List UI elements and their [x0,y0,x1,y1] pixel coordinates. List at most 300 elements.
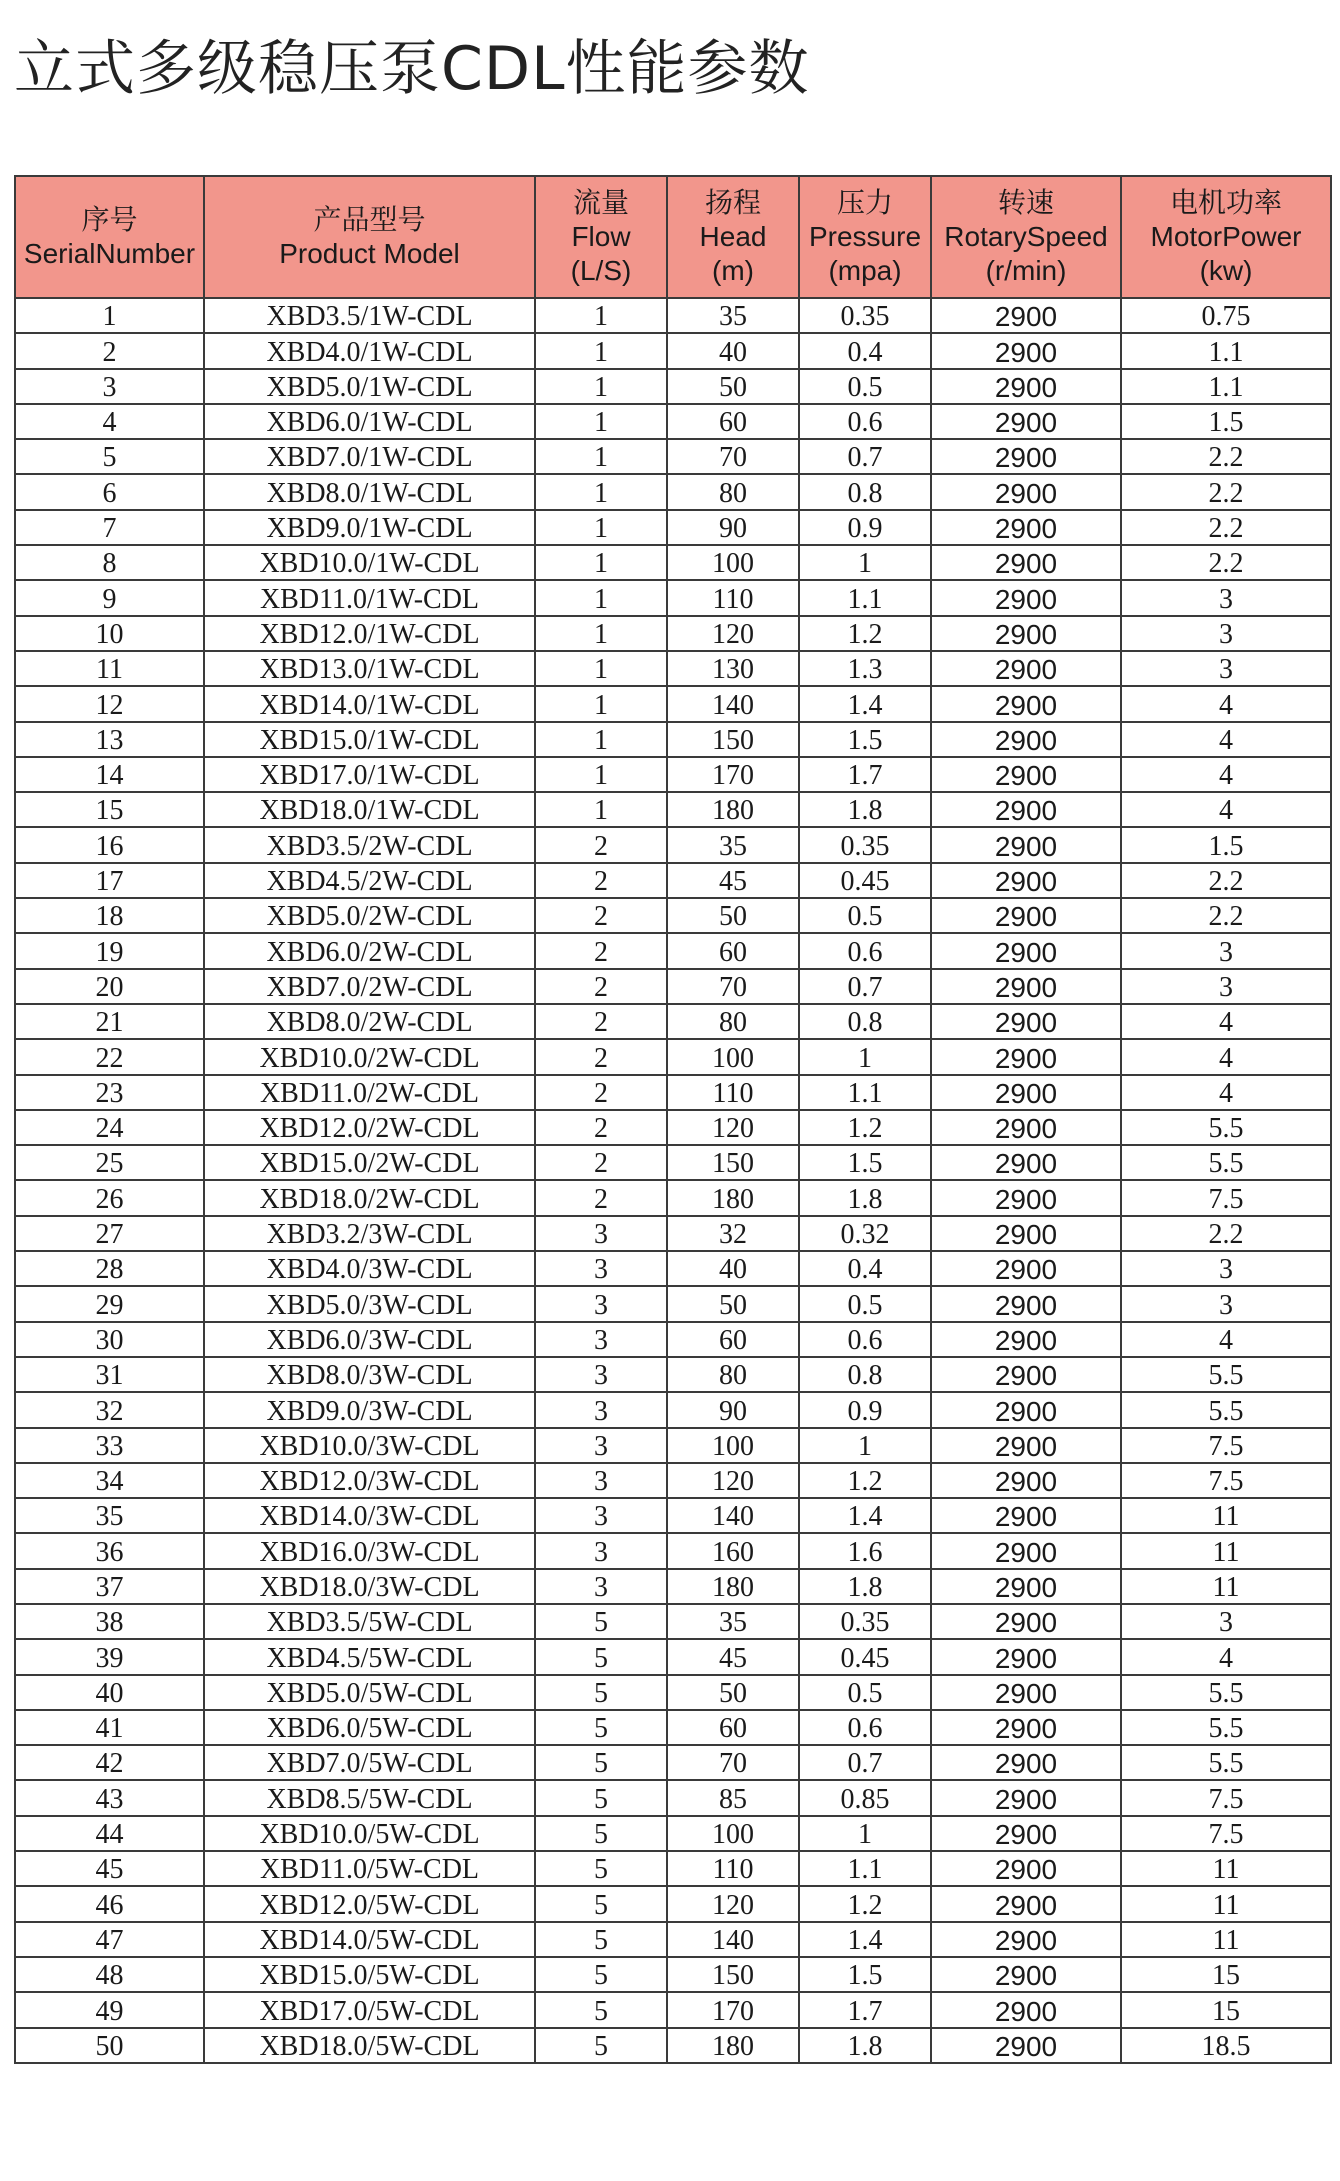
rotary-speed-cell: 2900 [931,580,1121,615]
motor-power-cell: 4 [1121,1639,1331,1674]
pressure-cell: 1.4 [799,1922,931,1957]
product-model-cell: XBD14.0/1W-CDL [204,686,535,721]
table-row [15,1004,1331,1039]
rotary-speed-cell: 2900 [931,1639,1121,1674]
flow-cell: 1 [535,792,667,827]
header-en: RotarySpeed [944,221,1108,252]
flow-cell: 1 [535,333,667,368]
serial-number-cell: 15 [15,792,204,827]
product-model-cell: XBD11.0/1W-CDL [204,580,535,615]
pressure-cell: 0.7 [799,969,931,1004]
serial-number-cell: 37 [15,1569,204,1604]
rotary-speed-cell: 2900 [931,1322,1121,1357]
product-model-cell: XBD4.0/1W-CDL [204,333,535,368]
product-model-cell: XBD7.0/1W-CDL [204,439,535,474]
motor-power-cell: 0.75 [1121,298,1331,333]
motor-power-cell: 4 [1121,757,1331,792]
motor-power-cell: 2.2 [1121,898,1331,933]
pressure-cell: 0.6 [799,1322,931,1357]
head-cell: 120 [667,1110,799,1145]
head-cell: 80 [667,474,799,509]
product-model-cell: XBD3.5/1W-CDL [204,298,535,333]
serial-number-cell: 28 [15,1251,204,1286]
rotary-speed-cell: 2900 [931,474,1121,509]
serial-number-cell: 40 [15,1675,204,1710]
rotary-speed-cell: 2900 [931,1816,1121,1851]
head-cell: 50 [667,898,799,933]
head-cell: 150 [667,722,799,757]
product-model-cell: XBD12.0/5W-CDL [204,1886,535,1921]
table-row [15,1851,1331,1886]
pressure-cell: 1.2 [799,616,931,651]
rotary-speed-cell: 2900 [931,616,1121,651]
flow-cell: 5 [535,1886,667,1921]
motor-power-cell: 1.5 [1121,827,1331,862]
flow-cell: 3 [535,1286,667,1321]
serial-number-cell: 18 [15,898,204,933]
serial-number-cell: 45 [15,1851,204,1886]
motor-power-cell: 2.2 [1121,863,1331,898]
rotary-speed-cell: 2900 [931,792,1121,827]
serial-number-cell: 30 [15,1322,204,1357]
pressure-cell: 0.5 [799,1675,931,1710]
pressure-cell: 1.8 [799,1180,931,1215]
serial-number-cell: 49 [15,1992,204,2027]
motor-power-cell: 4 [1121,686,1331,721]
flow-cell: 1 [535,439,667,474]
flow-cell: 3 [535,1463,667,1498]
flow-cell: 5 [535,1851,667,1886]
flow-cell: 3 [535,1216,667,1251]
motor-power-cell: 4 [1121,1322,1331,1357]
serial-number-cell: 48 [15,1957,204,1992]
flow-cell: 1 [535,580,667,615]
flow-cell: 5 [535,1604,667,1639]
serial-number-cell: 24 [15,1110,204,1145]
flow-cell: 1 [535,298,667,333]
table-row [15,792,1331,827]
serial-number-cell: 44 [15,1816,204,1851]
flow-cell: 5 [535,1675,667,1710]
motor-power-cell: 11 [1121,1498,1331,1533]
head-cell: 80 [667,1357,799,1392]
flow-cell: 2 [535,933,667,968]
table-row [15,1286,1331,1321]
product-model-cell: XBD3.5/5W-CDL [204,1604,535,1639]
pressure-cell: 0.7 [799,1745,931,1780]
header-en: Pressure [808,221,922,252]
motor-power-cell: 5.5 [1121,1745,1331,1780]
table-row [15,333,1331,368]
rotary-speed-cell: 2900 [931,1428,1121,1463]
serial-number-cell: 7 [15,510,204,545]
motor-power-cell: 3 [1121,1251,1331,1286]
table-row [15,1216,1331,1251]
head-cell: 40 [667,1251,799,1286]
flow-cell: 5 [535,1816,667,1851]
rotary-speed-cell: 2900 [931,1180,1121,1215]
table-row [15,1322,1331,1357]
flow-cell: 1 [535,369,667,404]
product-model-cell: XBD10.0/5W-CDL [204,1816,535,1851]
rotary-speed-cell: 2900 [931,1992,1121,2027]
serial-number-cell: 41 [15,1710,204,1745]
table-row [15,404,1331,439]
motor-power-cell: 5.5 [1121,1357,1331,1392]
motor-power-cell: 3 [1121,651,1331,686]
pressure-cell: 1.7 [799,757,931,792]
header-serial-number [15,176,204,298]
head-cell: 45 [667,863,799,898]
header-cn: 压力 [836,187,893,218]
pressure-cell: 1 [799,545,931,580]
motor-power-cell: 5.5 [1121,1110,1331,1145]
table-row [15,1039,1331,1074]
pressure-cell: 0.5 [799,898,931,933]
flow-cell: 3 [535,1533,667,1568]
serial-number-cell: 1 [15,298,204,333]
product-model-cell: XBD8.5/5W-CDL [204,1780,535,1815]
pressure-cell: 1 [799,1816,931,1851]
head-cell: 170 [667,1992,799,2027]
head-cell: 40 [667,333,799,368]
rotary-speed-cell: 2900 [931,1922,1121,1957]
product-model-cell: XBD3.5/2W-CDL [204,827,535,862]
motor-power-cell: 1.5 [1121,404,1331,439]
motor-power-cell: 3 [1121,969,1331,1004]
rotary-speed-cell: 2900 [931,1286,1121,1321]
rotary-speed-cell: 2900 [931,1710,1121,1745]
serial-number-cell: 32 [15,1392,204,1427]
product-model-cell: XBD11.0/2W-CDL [204,1075,535,1110]
serial-number-cell: 21 [15,1004,204,1039]
rotary-speed-cell: 2900 [931,298,1121,333]
rotary-speed-cell: 2900 [931,1357,1121,1392]
flow-cell: 2 [535,1110,667,1145]
table-row [15,1816,1331,1851]
table-row [15,545,1331,580]
flow-cell: 3 [535,1251,667,1286]
rotary-speed-cell: 2900 [931,827,1121,862]
serial-number-cell: 13 [15,722,204,757]
header-en: SerialNumber [23,238,196,269]
product-model-cell: XBD10.0/2W-CDL [204,1039,535,1074]
table-row [15,969,1331,1004]
serial-number-cell: 34 [15,1463,204,1498]
table-row [15,1110,1331,1145]
flow-cell: 3 [535,1322,667,1357]
rotary-speed-cell: 2900 [931,1780,1121,1815]
table-row [15,1957,1331,1992]
table-row [15,1463,1331,1498]
flow-cell: 2 [535,898,667,933]
motor-power-cell: 11 [1121,1533,1331,1568]
flow-cell: 2 [535,1004,667,1039]
table-row [15,1251,1331,1286]
pressure-cell: 1.3 [799,651,931,686]
product-model-cell: XBD4.5/2W-CDL [204,863,535,898]
motor-power-cell: 2.2 [1121,439,1331,474]
flow-cell: 2 [535,1075,667,1110]
serial-number-cell: 16 [15,827,204,862]
pressure-cell: 1.8 [799,2028,931,2063]
pressure-cell: 1.7 [799,1992,931,2027]
table-row [15,1498,1331,1533]
header-row [15,176,1331,298]
rotary-speed-cell: 2900 [931,651,1121,686]
table-row [15,1922,1331,1957]
pressure-cell: 1 [799,1428,931,1463]
table-row [15,1533,1331,1568]
product-model-cell: XBD5.0/5W-CDL [204,1675,535,1710]
motor-power-cell: 3 [1121,933,1331,968]
pressure-cell: 1.8 [799,1569,931,1604]
product-model-cell: XBD5.0/2W-CDL [204,898,535,933]
motor-power-cell: 18.5 [1121,2028,1331,2063]
motor-power-cell: 2.2 [1121,545,1331,580]
motor-power-cell: 11 [1121,1886,1331,1921]
serial-number-cell: 9 [15,580,204,615]
motor-power-cell: 11 [1121,1569,1331,1604]
table-row [15,863,1331,898]
rotary-speed-cell: 2900 [931,510,1121,545]
header-head [667,176,799,298]
head-cell: 35 [667,1604,799,1639]
head-cell: 160 [667,1533,799,1568]
product-model-cell: XBD11.0/5W-CDL [204,1851,535,1886]
rotary-speed-cell: 2900 [931,1075,1121,1110]
rotary-speed-cell: 2900 [931,1498,1121,1533]
head-cell: 140 [667,1498,799,1533]
motor-power-cell: 4 [1121,792,1331,827]
head-cell: 32 [667,1216,799,1251]
rotary-speed-cell: 2900 [931,1216,1121,1251]
serial-number-cell: 25 [15,1145,204,1180]
flow-cell: 1 [535,545,667,580]
header-pressure [799,176,931,298]
motor-power-cell: 4 [1121,1039,1331,1074]
head-cell: 70 [667,1745,799,1780]
serial-number-cell: 39 [15,1639,204,1674]
motor-power-cell: 15 [1121,1957,1331,1992]
table-row [15,1992,1331,2027]
product-model-cell: XBD15.0/2W-CDL [204,1145,535,1180]
product-model-cell: XBD6.0/3W-CDL [204,1322,535,1357]
product-model-cell: XBD9.0/3W-CDL [204,1392,535,1427]
motor-power-cell: 11 [1121,1922,1331,1957]
pressure-cell: 1.8 [799,792,931,827]
head-cell: 180 [667,2028,799,2063]
rotary-speed-cell: 2900 [931,969,1121,1004]
rotary-speed-cell: 2900 [931,369,1121,404]
head-cell: 50 [667,1675,799,1710]
header-rotary-speed [931,176,1121,298]
serial-number-cell: 26 [15,1180,204,1215]
serial-number-cell: 50 [15,2028,204,2063]
header-product-model [204,176,535,298]
head-cell: 80 [667,1004,799,1039]
serial-number-cell: 46 [15,1886,204,1921]
table-row [15,1675,1331,1710]
serial-number-cell: 19 [15,933,204,968]
serial-number-cell: 8 [15,545,204,580]
header-en: Flow [571,221,631,252]
pressure-cell: 1.1 [799,1075,931,1110]
pressure-cell: 0.6 [799,933,931,968]
table-row [15,1886,1331,1921]
rotary-speed-cell: 2900 [931,1886,1121,1921]
table-row [15,1745,1331,1780]
table-row [15,1639,1331,1674]
pressure-cell: 0.5 [799,1286,931,1321]
rotary-speed-cell: 2900 [931,1569,1121,1604]
product-model-cell: XBD9.0/1W-CDL [204,510,535,545]
pressure-cell: 1.5 [799,722,931,757]
header-unit: (r/min) [985,255,1067,286]
flow-cell: 5 [535,1639,667,1674]
rotary-speed-cell: 2900 [931,1533,1121,1568]
flow-cell: 1 [535,722,667,757]
header-cn: 序号 [81,204,138,235]
pressure-cell: 0.8 [799,1004,931,1039]
pressure-cell: 1.6 [799,1533,931,1568]
table-row [15,933,1331,968]
table-row [15,1357,1331,1392]
product-model-cell: XBD8.0/1W-CDL [204,474,535,509]
table-row [15,1428,1331,1463]
serial-number-cell: 27 [15,1216,204,1251]
table-row [15,474,1331,509]
flow-cell: 2 [535,1039,667,1074]
rotary-speed-cell: 2900 [931,545,1121,580]
flow-cell: 1 [535,757,667,792]
table-row [15,439,1331,474]
motor-power-cell: 3 [1121,616,1331,651]
pressure-cell: 1 [799,1039,931,1074]
flow-cell: 5 [535,1710,667,1745]
product-model-cell: XBD3.2/3W-CDL [204,1216,535,1251]
head-cell: 140 [667,686,799,721]
head-cell: 35 [667,298,799,333]
flow-cell: 1 [535,404,667,439]
motor-power-cell: 5.5 [1121,1675,1331,1710]
flow-cell: 1 [535,686,667,721]
flow-cell: 5 [535,1957,667,1992]
head-cell: 120 [667,1886,799,1921]
head-cell: 120 [667,616,799,651]
header-motor-power [1121,176,1331,298]
table-row [15,1075,1331,1110]
table-row [15,686,1331,721]
header-flow [535,176,667,298]
product-model-cell: XBD7.0/5W-CDL [204,1745,535,1780]
table-row [15,510,1331,545]
pressure-cell: 0.5 [799,369,931,404]
header-en: Head [699,221,767,252]
head-cell: 90 [667,1392,799,1427]
header-cn: 扬程 [704,187,761,218]
motor-power-cell: 7.5 [1121,1780,1331,1815]
product-model-cell: XBD15.0/5W-CDL [204,1957,535,1992]
product-model-cell: XBD10.0/1W-CDL [204,545,535,580]
table-row [15,298,1331,333]
serial-number-cell: 12 [15,686,204,721]
serial-number-cell: 47 [15,1922,204,1957]
motor-power-cell: 5.5 [1121,1145,1331,1180]
pressure-cell: 1.2 [799,1886,931,1921]
pressure-cell: 0.85 [799,1780,931,1815]
page-title: 立式多级稳压泵CDL性能参数 [14,34,810,104]
motor-power-cell: 7.5 [1121,1463,1331,1498]
rotary-speed-cell: 2900 [931,863,1121,898]
flow-cell: 1 [535,616,667,651]
serial-number-cell: 31 [15,1357,204,1392]
product-model-cell: XBD17.0/5W-CDL [204,1992,535,2027]
table-row [15,1604,1331,1639]
motor-power-cell: 4 [1121,1004,1331,1039]
pressure-cell: 0.9 [799,510,931,545]
serial-number-cell: 3 [15,369,204,404]
product-model-cell: XBD4.5/5W-CDL [204,1639,535,1674]
header-cn: 转速 [997,187,1054,218]
motor-power-cell: 7.5 [1121,1428,1331,1463]
flow-cell: 5 [535,1992,667,2027]
product-model-cell: XBD13.0/1W-CDL [204,651,535,686]
motor-power-cell: 5.5 [1121,1392,1331,1427]
flow-cell: 3 [535,1569,667,1604]
product-model-cell: XBD12.0/1W-CDL [204,616,535,651]
table-header [15,176,1331,298]
motor-power-cell: 15 [1121,1992,1331,2027]
table-row [15,722,1331,757]
serial-number-cell: 33 [15,1428,204,1463]
header-en: Product Model [279,238,460,269]
serial-number-cell: 2 [15,333,204,368]
motor-power-cell: 1.1 [1121,369,1331,404]
head-cell: 85 [667,1780,799,1815]
pressure-cell: 1.2 [799,1110,931,1145]
serial-number-cell: 10 [15,616,204,651]
product-model-cell: XBD6.0/5W-CDL [204,1710,535,1745]
head-cell: 60 [667,1322,799,1357]
head-cell: 120 [667,1463,799,1498]
pressure-cell: 0.9 [799,1392,931,1427]
head-cell: 70 [667,969,799,1004]
product-model-cell: XBD6.0/1W-CDL [204,404,535,439]
product-model-cell: XBD6.0/2W-CDL [204,933,535,968]
pressure-cell: 1.1 [799,1851,931,1886]
serial-number-cell: 35 [15,1498,204,1533]
head-cell: 50 [667,1286,799,1321]
rotary-speed-cell: 2900 [931,1004,1121,1039]
pressure-cell: 0.32 [799,1216,931,1251]
flow-cell: 2 [535,863,667,898]
pressure-cell: 1.1 [799,580,931,615]
motor-power-cell: 1.1 [1121,333,1331,368]
rotary-speed-cell: 2900 [931,1604,1121,1639]
flow-cell: 5 [535,2028,667,2063]
serial-number-cell: 36 [15,1533,204,1568]
rotary-speed-cell: 2900 [931,757,1121,792]
table-row [15,369,1331,404]
product-model-cell: XBD10.0/3W-CDL [204,1428,535,1463]
head-cell: 110 [667,1851,799,1886]
rotary-speed-cell: 2900 [931,2028,1121,2063]
product-model-cell: XBD8.0/2W-CDL [204,1004,535,1039]
flow-cell: 3 [535,1357,667,1392]
flow-cell: 5 [535,1922,667,1957]
rotary-speed-cell: 2900 [931,722,1121,757]
